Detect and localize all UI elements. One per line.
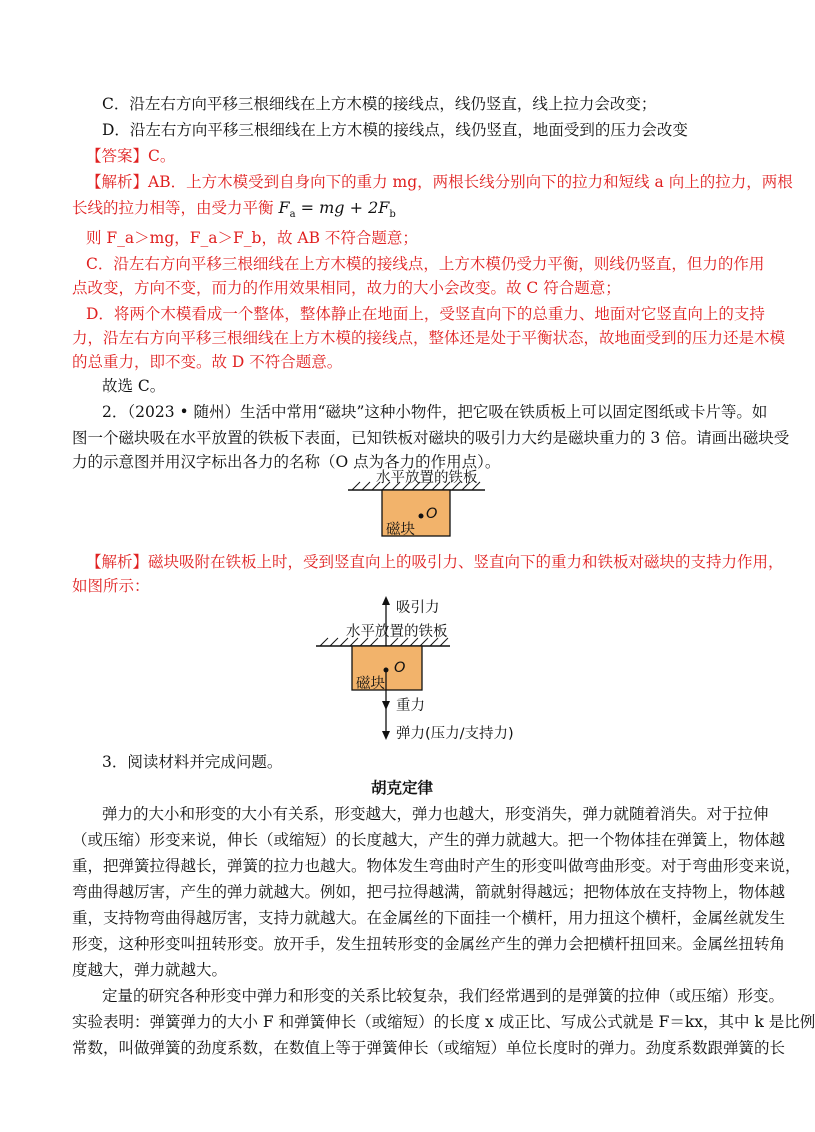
analysis-d-2: 力，沿左右方向平移三根细线在上方木模的接线点，整体还是处于平衡状态，故地面受到的压力还是木模 [72,329,786,347]
figure-magnet-question [340,468,490,540]
question-2-line-2: 图一个磁块吸在水平放置的铁板下表面，已知铁板对磁块的吸引力大约是磁块重力的 3 倍。请画出磁块受 [72,429,790,447]
analysis-line-2-text: 长线的拉力相等，由受力平衡 [72,199,274,217]
point-o [419,514,424,519]
para-line-9: 实验表明：弹簧弹力的大小 F 和弹簧伸长（或缩短）的长度 x 成正比、写成公式就是 F＝kx，其中 k 是比例 [72,1013,815,1031]
question-2-line-1: 2．（2023 • 随州）生活中常用“磁块”这种小物件，把它吸在铁质板上可以固定图纸或卡片等。如 [102,403,768,421]
point-o-label-2: O [394,660,406,676]
option-c: C．沿左右方向平移三根细线在上方木模的接线点，线仍竖直，线上拉力会改变； [102,95,657,113]
attraction-arrowhead [382,596,390,605]
para-line-6: 形变，这种形变叫扭转形变。放开手，发生扭转形变的金属丝产生的弹力会把横杆扭回来。金属丝扭转角 [72,935,786,953]
gravity-label: 重力 [396,698,425,714]
analysis-d-3: 的总重力，即不变。故 D 不符合题意。 [72,353,343,371]
para-line-1: 弹力的大小和形变的大小有关系，形变越大，弹力也越大，形变消失，弹力就随着消失。对于拉伸 [102,805,769,823]
analysis-d-1: D．将两个木模看成一个整体，整体静止在地面上，受竖直向下的总重力、地面对它竖直向上的支持 [86,305,765,323]
block-label-2: 磁块 [356,676,385,692]
question-2-line-3: 力的示意图并用汉字标出各力的名称（O 点为各力的作用点）。 [72,453,501,471]
section-title: 胡克定律 [370,778,433,797]
plate-label: 水平放置的铁板 [376,470,478,486]
analysis-ab: 【解析】AB．上方木模受到自身向下的重力 mg，两根长线分别向下的拉力和短线 a 向上的拉力，两根 [86,173,793,191]
para-line-2: （或压缩）形变来说，伸长（或缩短）的长度越大，产生的弹力就越大。把一个物体挂在弹簧上，物体越 [72,831,786,849]
para-line-10: 常数，叫做弹簧的劲度系数，在数值上等于弹簧伸长（或缩短）单位长度时的弹力。劲度系数跟弹簧的长 [72,1039,786,1057]
point-o-label: O [426,506,438,522]
analysis-result: 则 F_a＞mg，F_a＞F_b，故 AB 不符合题意； [86,229,418,247]
analysis-line-2 [72,198,732,225]
para-line-7: 度越大，弹力就越大。 [72,961,228,979]
analysis-q2-line-2: 如图所示： [72,577,150,595]
analysis-c-1: C．沿左右方向平移三根细线在上方木模的接线点，上方木模仍受力平衡，则线仍竖直，但力的作用 [86,255,765,273]
option-d: D．沿左右方向平移三根细线在上方木模的接线点，线仍竖直，地面受到的压力会改变 [102,121,688,139]
figure-force-diagram [310,594,530,744]
elastic-arrowhead [382,731,390,740]
block-label: 磁块 [386,522,415,538]
para-line-4: 弯曲得越厉害，产生的弹力就越大。例如，把弓拉得越满，箭就射得越远；把物体放在支持物上，物体越 [72,883,786,901]
answer-line: 【答案】C。 [86,147,176,165]
elastic-label: 弹力(压力/支持力) [396,726,514,742]
analysis-q2-line-1: 【解析】磁块吸附在铁板上时，受到竖直向上的吸引力、竖直向下的重力和铁板对磁块的支持力作用， [86,553,784,571]
question-3: 3．阅读材料并完成问题。 [102,753,283,771]
analysis-c-2: 点改变，方向不变，而力的作用效果相同，故力的大小会改变。故 C 符合题意； [72,279,621,297]
gravity-arrowhead [382,701,390,710]
attraction-label: 吸引力 [396,600,440,616]
final-choice: 故选 C。 [102,377,166,395]
formula: $F_a$ = mg + $2F_b$ [278,198,396,221]
para-line-5: 重，支持物弯曲得越厉害，支持力就越大。在金属丝的下面挂一个横杆，用力扭这个横杆，金属丝就发生 [72,909,786,927]
para-line-3: 重，把弹簧拉得越长，弹簧的拉力也越大。物体发生弯曲时产生的形变叫做弯曲形变。对于弯曲形变来说， [72,857,801,875]
para-line-8: 定量的研究各种形变中弹力和形变的关系比较复杂，我们经常遇到的是弹簧的拉伸（或压缩）形变。 [102,987,785,1005]
plate-label-2: 水平放置的铁板 [346,624,448,640]
